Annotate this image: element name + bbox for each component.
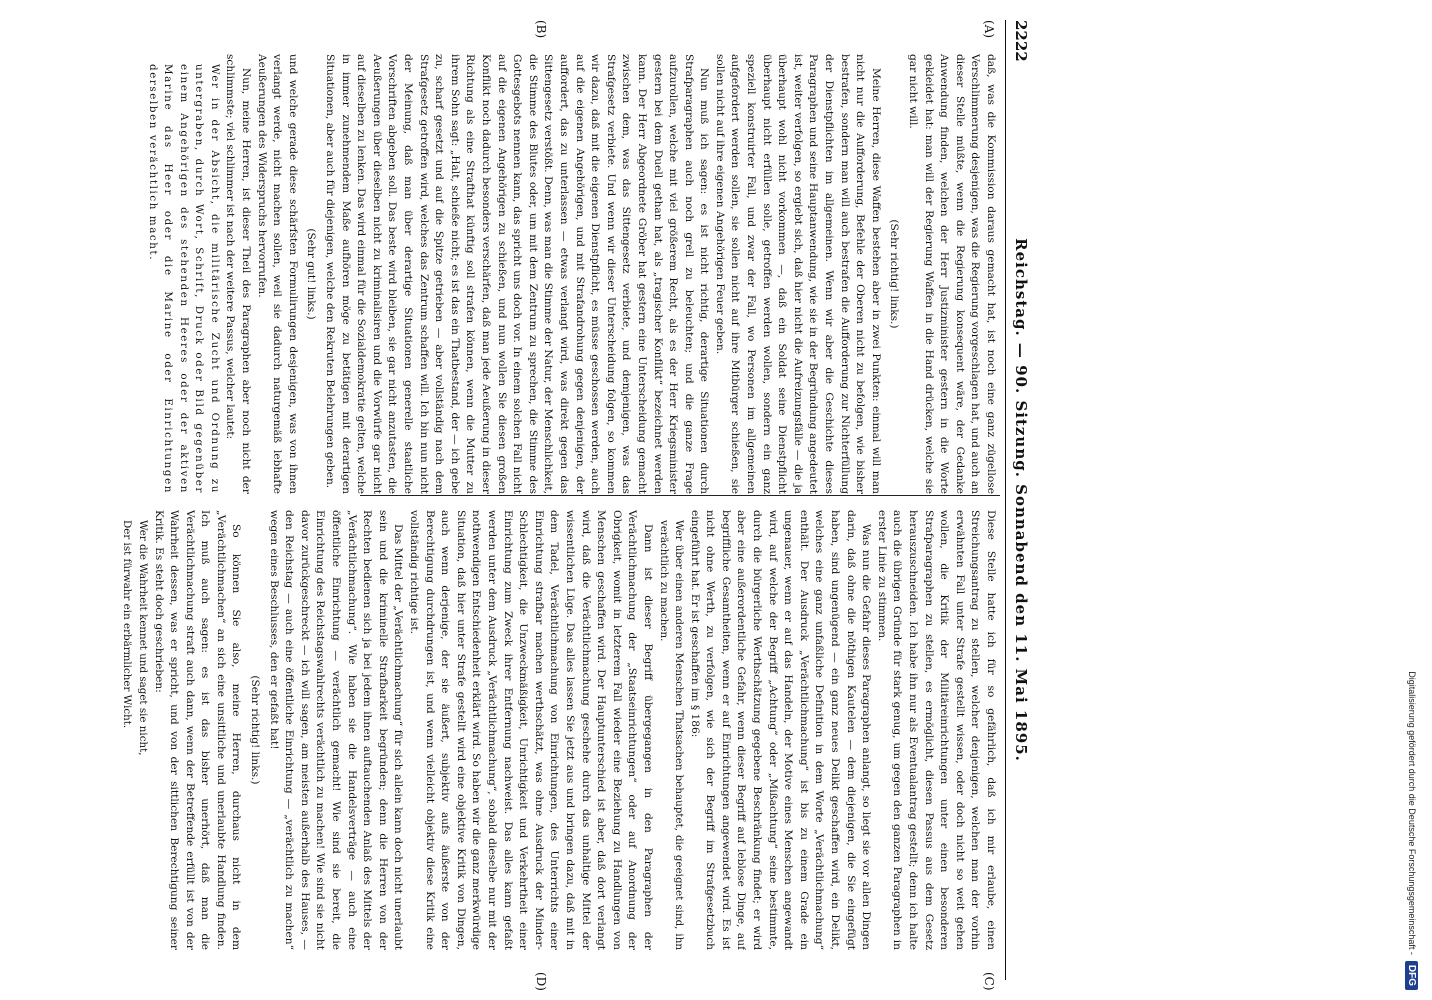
- verse-line: Der ist fürwahr ein erbärmlicher Wicht.: [121, 520, 134, 729]
- page-number: 2222: [1012, 20, 1030, 62]
- law-quote: Wer in der Absicht, die militärische Zucht und Ordnung zu untergraben, durch Wort, Schrift, Druck oder Bild gegenüber einem Angehörigen des stehenden Heeres oder der aktiven Marine das Heer oder die Marine oder Einrichtungen derselben verächtlich macht.: [146, 64, 221, 494]
- left-column: [0, 54, 998, 494]
- paragraph: Was nun die Gefahr dieses Paragraphen anlangt, so liegt sie vor allen Dingen darin, daß ohne die nöthigen Kautelen — dem diejenigen, die Sie eingefügt haben, sind ungenügend — ein ganz neues Delikt geschaffen wird, ein Delikt, welches eine ganz unfaßliche Definition in dem Worte „Verächtlichmachung“ enthält. Der Ausdruck „Verächtlichmachung“ ist bis zu einem Grade ein ungenauer, wenn er auf das Handeln, der Motive eines Menschen angewandt wird, auf welche der Begriff „Achtung“ oder „Mißachtung“ seine bestimmte, durch die bürgerliche Werthschätzung gegebene Beschränkung findet; er wird aber eine außerordentliche Gefahr, wenn dieser Begriff auf leblose Dinge, auf begriffliche Gesamtheiten, wenn er auf Einrichtungen angewendet wird. Es ist nicht ohne Werth, zu verfolgen, wie sich der Begriff im Strafgesetzbuch eingeführt hat. Er ist geschaffen im § 186:: [688, 510, 873, 950]
- margin-marker-d: (D): [534, 972, 548, 991]
- digitization-text: Digitalisierung gefördert durch die Deutsche Forschungsgemeinschaft -: [1407, 671, 1417, 955]
- paragraph: Meine Herren, diese Waffen bestehen aber in zwei Punkten: einmal will man nicht nur die Aufforderung, Befehle der Oberen nicht zu befolgen, wie bisher bestrafen, sondern man will auch bestrafen die Aufforderung zur Nichterfüllung der Dienstpflichten im allgemeinen. Wenn wir aber die Geschichte dieses Paragraphen und seine Hauptanwendung, wie sie in der Begründung angedeutet ist, weiter verfolgen, so ergiebt sich, daß hier nicht die Aufreizungsfälle — die ja überhaupt wohl nicht vorkommen —, daß ein Soldat seine Dienstpflicht überhaupt nicht erfüllen solle, getroffen werden wollen, sondern ein ganz speziell konstruirter Fall, und zwar der Fall, wo Personen im allgemeinen aufgefordert werden sollen, sie sollen nicht auf ihre Mitbürger schießen, sie sollen nicht auf ihre eigenen Angehörigen Feuer geben.: [713, 54, 882, 494]
- paragraph: So können Sie also, meine Herren, durchaus nicht in dem „Verächtlichmachen“ an sich eine unsittliche und unerlaubte Handlung finden. Ich muß auch sagen: es ist das bisher unerhört, daß man die Verächtlichmachung straft auch dann, wenn der Betreffende erfüllt ist von der Wahrheit dessen, was er spricht, und von der sittlichen Berechtigung seiner Kritik. Es steht doch geschrieben:: [152, 510, 243, 950]
- paragraph: Diese Stelle hatte ich für so gefährlich, daß ich mir erlaube, einen Streichungsantrag zu stellen, welcher denjenigen, welchen man der vorhin erwähnten Fall unter Strafe gestellt wissen, oder doch nicht so weit gehen wollen, die Kritik der Militäreinrichtungen unter einen besonderen Strafparagraphen zu stellen, es ermöglicht, diesen Passus aus dem Gesetz herauszuschneiden. Ich habe ihn nur als Eventualantrag gestellt; denn ich halte auch die übrigen Gründe für stark genug, um gegen den ganzen Paragraphen in erster Linie zu stimmen.: [875, 510, 997, 950]
- interjection: (Sehr gut! links.): [305, 228, 318, 320]
- margin-marker-c: (C): [982, 972, 996, 991]
- margin-marker-a: (A): [982, 20, 996, 39]
- interjection: (Sehr richtig! links.): [888, 219, 901, 329]
- paragraph: Nun, meine Herren, ist dieser Theil des Paragraphen aber noch nicht der schlimmste; viel schlimmer ist nach der weitere Passus, welcher lautet:: [224, 54, 253, 494]
- session-title: Reichstag. — 90. Sitzung. Sonnabend den 11. Mai 1895.: [1012, 238, 1030, 762]
- paragraph: Nun muß ich sagen: es ist nicht richtig, derartige Situationen durch Strafparagraphen auch noch grell zu beleuchten; und die ganze Frage aufzurollen, welche mit viel größerem Recht, als es der Herr Kriegsminister gestern bei dem Duell gethan hat, als „tragischer Konflikt“ bezeichnet werden kann. Der Herr Abgeordnete Gröber hat gestern eine Unterscheidung gemacht zwischen dem, was das Sittengesetz verbiete, und demjenigen, was das Strafgesetz verbiete. Und wenn wir dieser Unterscheidung folgen, so kommen wir dazu, daß mit die eigenen Dienstpflicht, es müsse geschossen werden, auch auf die eigenen Angehörigen, und mit Strafandrohung gegen denjenigen, der auffordert, das zu unterlassen — etwas verlangt wird, was direkt gegen das Sittengesetz verstößt. Denn, was man die Stimme der Natur, der Menschlichkeit, die Stimme des Blutes oder, um mit dem Zentrum zu sprechen, die Stimme des Gottesgebots nennen kann, das spricht uns doch vor. In einem solchen Fall nicht auf die eigenen Angehörigen zu schießen, und nun wollen Sie diesen großen Konflikt noch dadurch besonders verschärfen, daß man jede Aeußerung in dieser Richtung als eine Strafthat künftig soll strafen können, wenn die Mutter zu ihrem Sohn sagt: „Halt, schieße nicht; es ist das ein Thatbestand, der — ich gebe zu, scharf gesetzt und auf die Spitze getrieben — aber vollständig nach dem Strafgesetz getroffen wird, welches das Zentrum schaffen will. Ich bin nun nicht der Meinung, daß man über derartige Situationen generelle staatliche Vorschriften abgeben soll. Das beste wird bleiben, sie gar nicht anzutasten, die Aeußerungen über dieselben nicht zu kriminalisiren und die Vorwürfe gar nicht auf dieselben zu lenken. Das wird einmal für die Sozialdemokratie gelten, welche in immer zunehmendem Maße aufhören möge zu betätigen mit derartigen Situationen, aber auch für diejenigen, welche den Rekruten Belehrungen geben.: [324, 54, 711, 494]
- paragraph: und welche gerade diese schärfsten Formulirungen desjenigen, was von ihnen verlangt werde, nicht machen sollen, weil sie dadurch naturgemäß lebhafte Aeußerungen des Widerspruchs hervorrufen.: [255, 54, 299, 494]
- header-rule: [1005, 20, 1006, 980]
- verse-line: Wer die Wahrheit kennet und saget sie nicht,: [136, 520, 149, 756]
- right-column: [0, 510, 998, 950]
- paragraph: daß, was die Kommission daraus gemacht hat, ist noch eine ganz zügellose Verschlimmerung desjenigen, was die Regierung vorgeschlagen hat, und auch an dieser Stelle müßte, wenn die Regierung konsequent wäre, der Gedanke Anwendung finden, welchen der Herr Justizminister gestern in die Worte gekleidet hat: man will der Regierung Waffen in die Hand drücken, welche sie gar nicht will.: [907, 54, 997, 494]
- margin-marker-b: (B): [534, 20, 548, 39]
- dfg-logo: DFG: [1406, 961, 1419, 990]
- column-divider: [360, 495, 1000, 496]
- law-quote: Wer über einen anderen Menschen Thatsachen behauptet, die geeignet sind, ihn verächtlich zu machen.: [657, 520, 686, 950]
- digitization-note: [1400, 10, 1424, 990]
- paragraph: Dann ist dieser Begriff übergegangen in den Paragraphen der Verächtlichmachung der „Staatseinrichtungen“ oder auf Anordnung der Obrigkeit, womit in letzterem Fall wieder eine Beziehung zu Handlungen von Menschen geschaffen wird. Der Hauptunterschied ist aber, daß dort verlangt wird, daß die Verächtlichmachung geschehe durch das unhaltige Mittel der wissentlichen Lüge. Das alles lassen Sie jetzt aus und bringen dazu, daß mit in dem Tadel, Verächtlichmachung von Einrichtungen, des Unterrichts einer Einrichtung strafbar machen werthschätzt, was ohne Ausdruck der Minder-Schlechtigkeit, die Unzweckmäßigkeit, Unrichtigkeit und Verkehrtheit einer Einrichtung zum Zweck ihrer Entfernung nachweist. Das alles kann gefaßt werden unter dem Ausdruck „Verächtlichmachung“, sobald dieselbe nur mit der nothwendigen Entschiedenheit erklärt wird. So haben wir die ganz merkwürdige Situation, daß hier unter Strafe gestellt wird eine objektive Kritik von Dingen, auch wenn derjenige, der sie äußert, subjektiv aufs äußerste von der Berechtigung durchdrungen ist, und wenn vielleicht objektiv diese Kritik eine vollständig richtige ist.: [408, 510, 654, 950]
- running-header: [1008, 20, 1030, 980]
- paragraph: Das Mittel der „Verächtlichmachung“ für sich allein kann doch nicht unerlaubt sein und die kriminelle Strafbarkeit begründen; denn die Herren von der Rechten bedienen sich ja bei jedem ihnen auftauchenden Anlaß des Mittels der „Verächtlichmachung“. Wie haben sie die Handelsverträge — auch eine öffentliche Einrichtung — verächtlich gemacht! Wie sind sie bereit, die Einrichtung des Reichstagswahlrechts verächtlich zu machen! Wie sind sie nicht davor zurückgeschreckt — ich will sagen, am meisten außerhalb des Hauses, — den Reichstag — auch eine öffentliche Einrichtung — „verächtlich zu machen“ wegen eines Beschlusses, den er gefaßt hat!: [267, 510, 405, 950]
- interjection: (Sehr richtig! links.): [249, 675, 262, 785]
